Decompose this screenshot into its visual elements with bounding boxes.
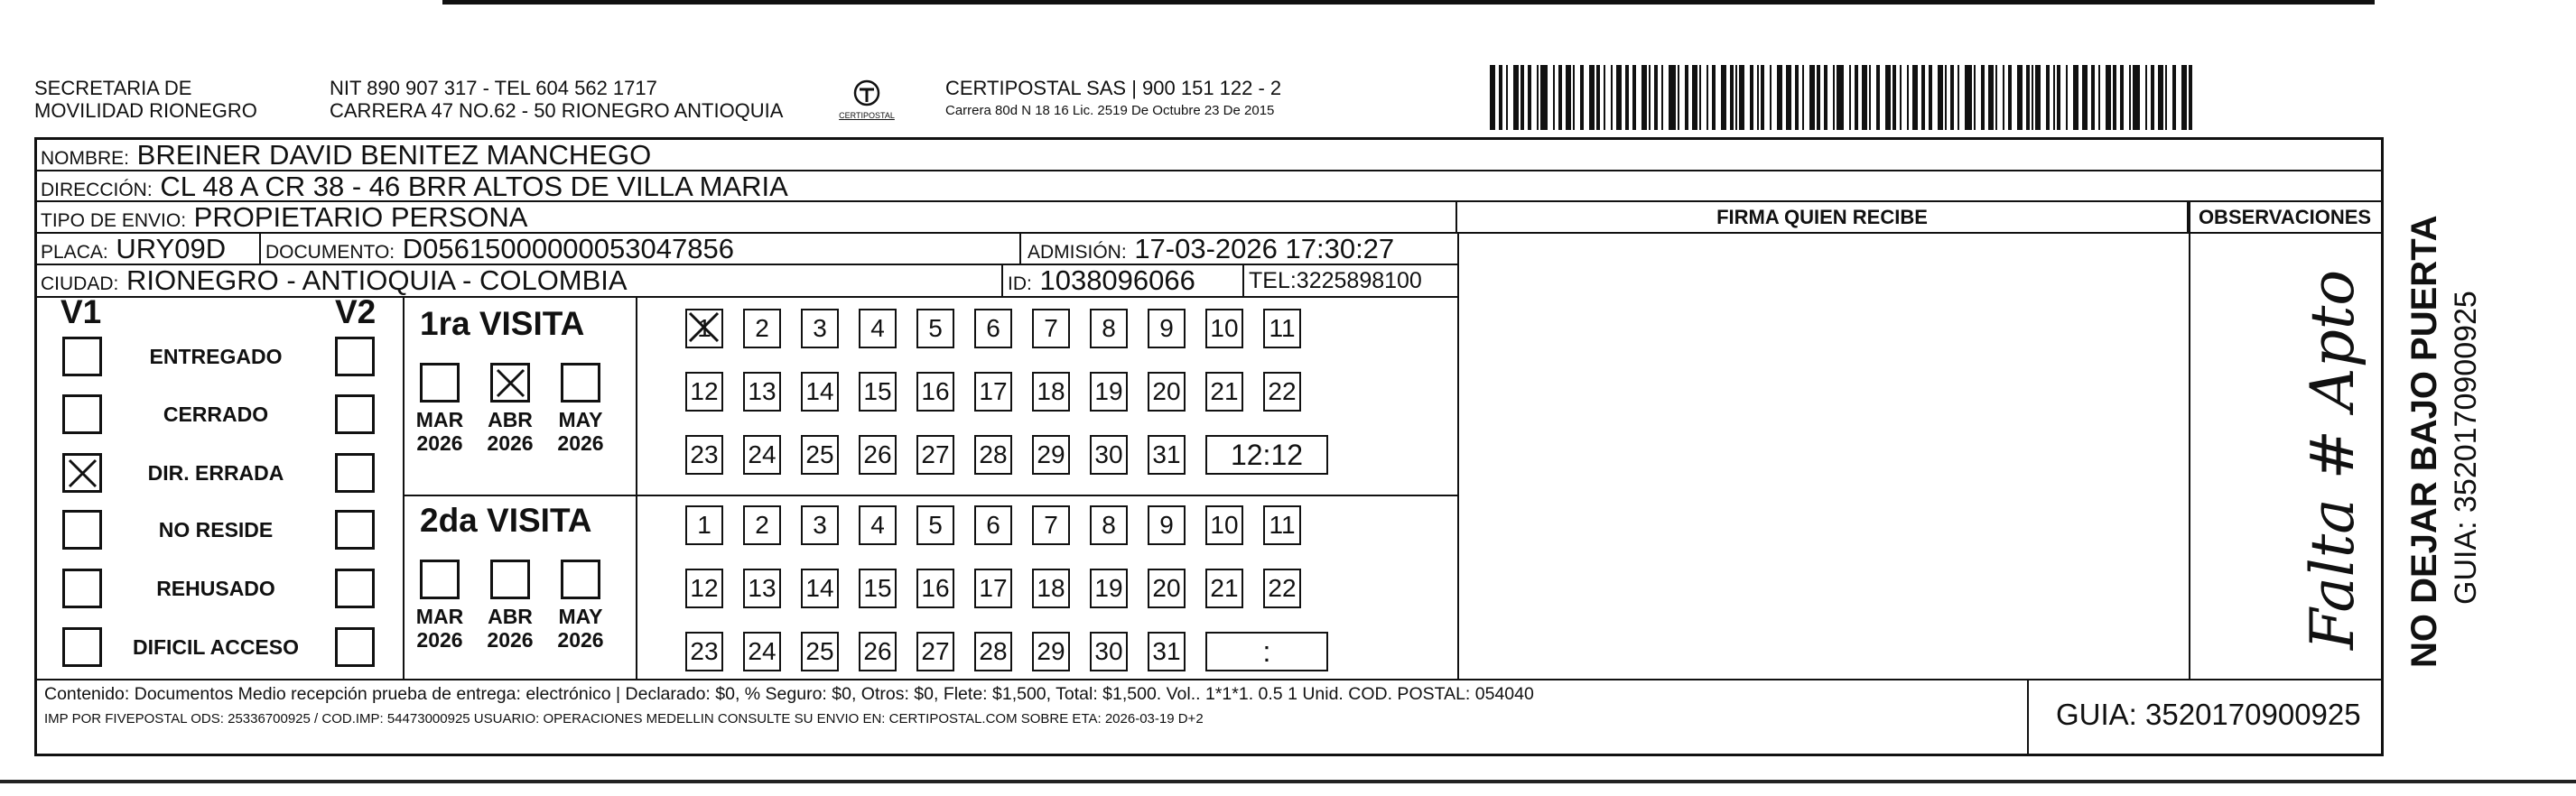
day-box[interactable]: 21: [1205, 569, 1243, 608]
id-value: 1038096066: [1039, 264, 1195, 296]
day-box[interactable]: 19: [1090, 569, 1128, 608]
footer-imp-line: IMP POR FIVEPOSTAL ODS: 25336700925 / COD.IMP: 54473000925 USUARIO: OPERACIONES MEDELLIN CONSULTE SU ENVIO EN: CERTIPOSTAL.COM SOBRE ETA: 2026-03-19 D+2: [44, 711, 1204, 727]
ciudad-field: [41, 265, 628, 300]
v1-checkbox[interactable]: [62, 627, 102, 667]
month-label: [483, 408, 537, 455]
handwritten-observation: Falta # Apto: [2298, 269, 2367, 650]
month-year: 2026: [416, 431, 463, 455]
day-box[interactable]: 22: [1263, 569, 1301, 608]
visit-title: 1ra VISITA: [420, 305, 585, 342]
placa-label: PLACA:: [41, 242, 108, 263]
tipo-label: TIPO DE ENVIO:: [41, 210, 187, 231]
day-box[interactable]: 15: [859, 372, 897, 412]
courier-line2: Carrera 80d N 18 16 Lic. 2519 De Octubre 23 De 2015: [945, 103, 1275, 118]
day-box[interactable]: 5: [916, 309, 954, 348]
day-box[interactable]: 8: [1090, 505, 1128, 545]
day-box[interactable]: 19: [1090, 372, 1128, 412]
day-box[interactable]: 23: [685, 632, 723, 671]
day-box[interactable]: 29: [1032, 435, 1070, 475]
day-box[interactable]: 2: [743, 309, 781, 348]
day-box[interactable]: 27: [916, 632, 954, 671]
x-mark-icon: [493, 366, 529, 402]
v2-checkbox[interactable]: [335, 510, 375, 550]
status-label: REHUSADO: [156, 577, 275, 600]
delivery-form: [34, 137, 2384, 756]
issuer-contact: [330, 77, 783, 122]
footer-guia: GUIA: 3520170900925: [2056, 698, 2361, 731]
status-label: CERRADO: [163, 403, 269, 426]
day-box[interactable]: 30: [1090, 632, 1128, 671]
day-box[interactable]: 13: [743, 569, 781, 608]
v2-checkbox[interactable]: [335, 627, 375, 667]
tel-value: 3225898100: [1296, 268, 1422, 293]
day-box[interactable]: 9: [1148, 505, 1186, 545]
visit-separator: [403, 495, 1457, 496]
day-box[interactable]: 14: [801, 372, 839, 412]
footer-rule: [37, 679, 2381, 680]
day-box[interactable]: 2: [743, 505, 781, 545]
nombre-value: BREINER DAVID BENITEZ MANCHEGO: [136, 139, 652, 171]
day-box[interactable]: 17: [974, 372, 1012, 412]
day-box[interactable]: 14: [801, 569, 839, 608]
day-box[interactable]: 6: [974, 505, 1012, 545]
day-box[interactable]: 30: [1090, 435, 1128, 475]
day-box[interactable]: 3: [801, 505, 839, 545]
month-label: [413, 605, 467, 652]
day-box[interactable]: 25: [801, 632, 839, 671]
day-box[interactable]: 7: [1032, 309, 1070, 348]
v1-checkbox[interactable]: [62, 510, 102, 550]
month-name: MAR: [415, 408, 464, 431]
month-checkbox[interactable]: [420, 560, 460, 599]
placa-row: [37, 234, 1457, 265]
direccion-row: [37, 171, 2381, 202]
month-label: [483, 605, 537, 652]
day-box[interactable]: 20: [1148, 569, 1186, 608]
month-label: [553, 408, 608, 455]
admision-label: ADMISIÓN:: [1028, 242, 1127, 263]
day-box[interactable]: 25: [801, 435, 839, 475]
courier-block: [945, 77, 1281, 122]
day-box[interactable]: 28: [974, 632, 1012, 671]
month-checkbox[interactable]: [561, 560, 600, 599]
direccion-value: CL 48 A CR 38 - 46 BRR ALTOS DE VILLA MARIA: [160, 171, 788, 202]
issuer-block: [34, 77, 257, 122]
ciudad-label: CIUDAD:: [41, 273, 119, 294]
day-box[interactable]: 15: [859, 569, 897, 608]
observaciones-header: OBSERVACIONES: [2189, 202, 2381, 234]
day-box[interactable]: 26: [859, 435, 897, 475]
day-box[interactable]: 4: [859, 309, 897, 348]
side-guia: GUIA: 3520170900925: [2449, 291, 2483, 605]
day-box[interactable]: 24: [743, 632, 781, 671]
day-box[interactable]: 17: [974, 569, 1012, 608]
month-name: MAR: [415, 605, 464, 628]
nombre-row: [37, 140, 2381, 171]
day-box[interactable]: 5: [916, 505, 954, 545]
visit-divider: [636, 298, 637, 679]
status-divider: [403, 298, 405, 679]
x-mark-icon: [685, 309, 723, 347]
day-box[interactable]: 11: [1263, 505, 1301, 545]
admision-value: 17-03-2026 17:30:27: [1134, 233, 1395, 264]
tel-field: [1242, 265, 1422, 296]
v1-label: V1: [60, 293, 102, 330]
tipo-row: [37, 202, 1457, 234]
certipostal-logo: [835, 75, 898, 129]
day-box[interactable]: 20: [1148, 372, 1186, 412]
day-box[interactable]: 22: [1263, 372, 1301, 412]
day-check-mark: [685, 309, 723, 348]
month-name: ABR: [488, 408, 533, 431]
day-box[interactable]: 31: [1148, 632, 1186, 671]
observaciones-divider: [2189, 202, 2190, 679]
month-label: [413, 408, 467, 455]
day-box[interactable]: 31: [1148, 435, 1186, 475]
day-box[interactable]: 26: [859, 632, 897, 671]
v2-checkbox[interactable]: [335, 453, 375, 493]
month-name: ABR: [488, 605, 533, 628]
bottom-rule: [0, 780, 2576, 783]
id-field: [1001, 265, 1195, 296]
day-box[interactable]: 12: [685, 372, 723, 412]
month-name: MAY: [558, 605, 603, 628]
direccion-label: DIRECCIÓN:: [41, 180, 153, 200]
day-box[interactable]: 12: [685, 569, 723, 608]
day-box[interactable]: 6: [974, 309, 1012, 348]
month-year: 2026: [487, 431, 534, 455]
day-box[interactable]: 29: [1032, 632, 1070, 671]
day-box[interactable]: 18: [1032, 372, 1070, 412]
top-rule: [442, 0, 2375, 5]
day-box[interactable]: 10: [1205, 505, 1243, 545]
day-box[interactable]: 1: [685, 505, 723, 545]
day-box[interactable]: 16: [916, 372, 954, 412]
v2-checkbox[interactable]: [335, 394, 375, 434]
status-label: DIR. ERRADA: [147, 461, 284, 485]
v2-label: V2: [335, 293, 377, 330]
id-label: ID:: [1008, 273, 1032, 294]
visit-time[interactable]: :: [1205, 632, 1328, 671]
month-year: 2026: [416, 628, 463, 652]
visit-title: 2da VISITA: [420, 502, 592, 539]
day-box[interactable]: 1: [685, 309, 723, 348]
v1-checkbox[interactable]: [62, 337, 102, 376]
barcode-icon: [1490, 65, 2203, 130]
visit-time[interactable]: 12:12: [1205, 435, 1328, 475]
day-box[interactable]: 3: [801, 309, 839, 348]
documento-value: D05615000000053047856: [402, 233, 734, 264]
month-checkbox[interactable]: [420, 363, 460, 403]
firma-header: FIRMA QUIEN RECIBE: [1457, 202, 2189, 234]
month-year: 2026: [487, 628, 534, 652]
v1-checkbox[interactable]: [62, 453, 102, 493]
admision-field: [1019, 234, 1394, 264]
footer-guia-divider: [2027, 679, 2029, 754]
day-box[interactable]: 27: [916, 435, 954, 475]
issuer-line2: MOVILIDAD RIONEGRO: [34, 99, 257, 122]
day-box[interactable]: 7: [1032, 505, 1070, 545]
day-box[interactable]: 9: [1148, 309, 1186, 348]
tipo-value: PROPIETARIO PERSONA: [193, 201, 528, 233]
day-box[interactable]: 10: [1205, 309, 1243, 348]
day-box[interactable]: 21: [1205, 372, 1243, 412]
logo-text: CERTIPOSTAL: [839, 111, 895, 120]
courier-line1: CERTIPOSTAL SAS | 900 151 122 - 2: [945, 77, 1282, 99]
month-checkbox[interactable]: [490, 560, 530, 599]
v1-checkbox[interactable]: [62, 394, 102, 434]
month-year: 2026: [557, 431, 604, 455]
logo-icon: [835, 75, 898, 129]
firma-signature-area[interactable]: [1459, 234, 2189, 679]
v2-checkbox[interactable]: [335, 569, 375, 608]
ciudad-row: [37, 265, 1457, 298]
month-name: MAY: [558, 408, 603, 431]
month-checkbox[interactable]: [561, 363, 600, 403]
side-warning: NO DEJAR BAJO PUERTA: [2404, 215, 2444, 668]
day-box[interactable]: 24: [743, 435, 781, 475]
day-box[interactable]: 16: [916, 569, 954, 608]
month-checkbox[interactable]: [490, 363, 530, 403]
x-mark-icon: [65, 456, 101, 492]
month-label: [553, 605, 608, 652]
placa-value: URY09D: [116, 233, 227, 264]
footer-content-line: Contenido: Documentos Medio recepción prueba de entrega: electrónico | Declarado: $0, % Seguro: $0, Otros: $0, Flete: $1,500, Total: $1,500. Vol.. 1*1*1. 0.5 1 Unid. COD. POSTAL: 054040: [44, 684, 1534, 704]
nombre-label: NOMBRE:: [41, 148, 130, 169]
issuer-line1: SECRETARIA DE: [34, 77, 192, 99]
status-label: ENTREGADO: [149, 345, 283, 368]
day-box[interactable]: 23: [685, 435, 723, 475]
status-label: NO RESIDE: [158, 518, 274, 541]
ciudad-value: RIONEGRO - ANTIOQUIA - COLOMBIA: [126, 264, 628, 296]
v2-checkbox[interactable]: [335, 337, 375, 376]
day-box[interactable]: 11: [1263, 309, 1301, 348]
day-box[interactable]: 8: [1090, 309, 1128, 348]
day-box[interactable]: 13: [743, 372, 781, 412]
month-year: 2026: [557, 628, 604, 652]
placa-field: [41, 234, 226, 268]
v1-checkbox[interactable]: [62, 569, 102, 608]
day-box[interactable]: 18: [1032, 569, 1070, 608]
status-label: DIFICIL ACCESO: [132, 635, 299, 659]
documento-field: [259, 234, 734, 264]
tel-label: TEL:: [1249, 268, 1297, 293]
address-line: CARRERA 47 NO.62 - 50 RIONEGRO ANTIOQUIA: [330, 99, 784, 122]
day-box[interactable]: 4: [859, 505, 897, 545]
nit-line: NIT 890 907 317 - TEL 604 562 1717: [330, 77, 657, 99]
documento-label: DOCUMENTO:: [265, 242, 395, 263]
day-box[interactable]: 28: [974, 435, 1012, 475]
